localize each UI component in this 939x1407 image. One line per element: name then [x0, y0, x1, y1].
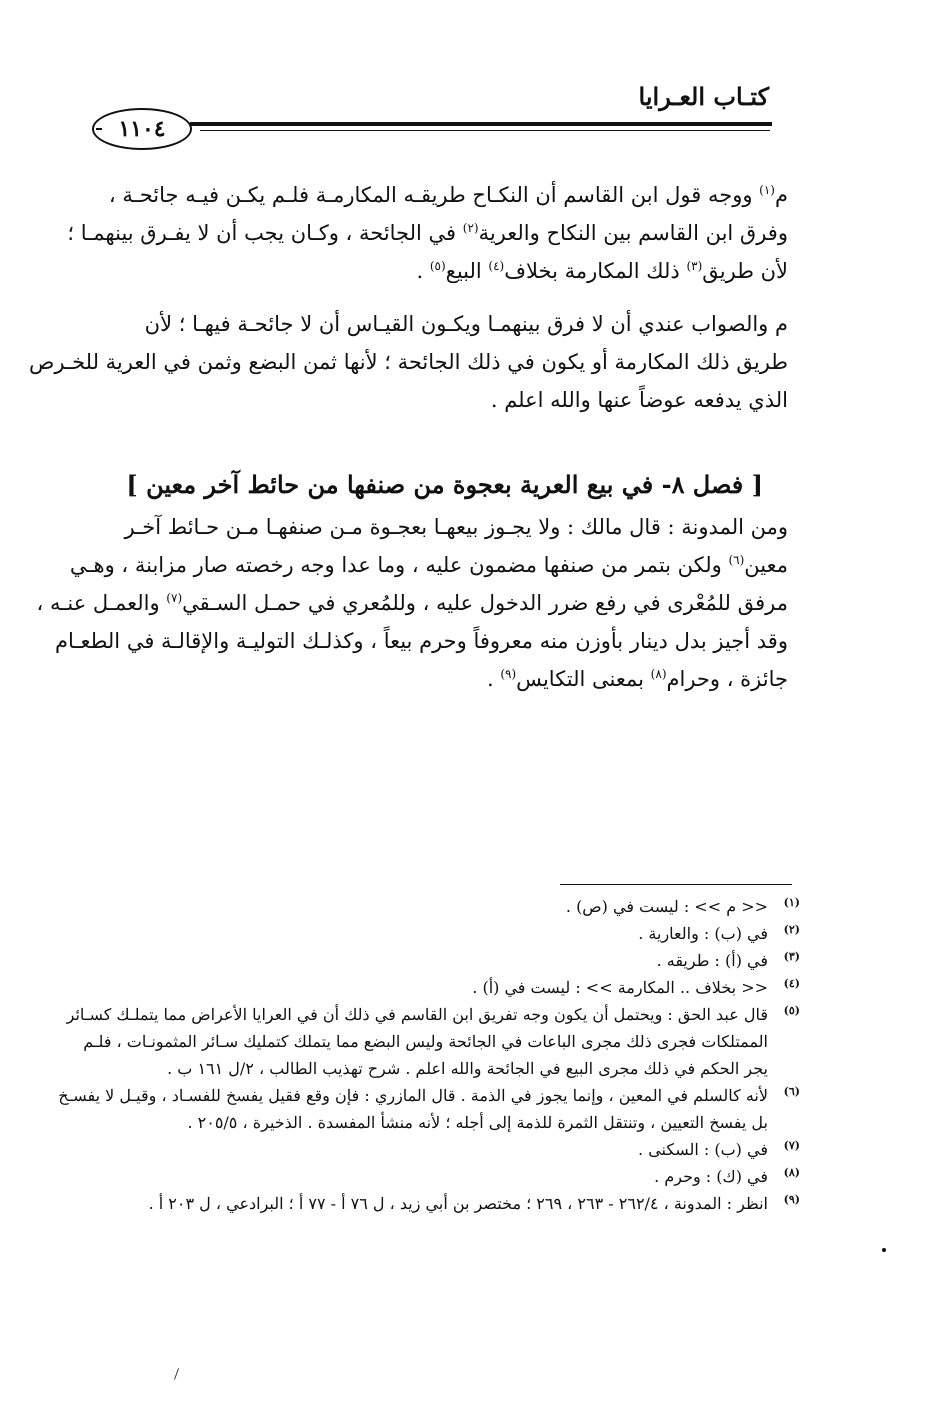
page-number-text: ١١٠٤ — [118, 116, 166, 142]
paragraph-line: جائزة ، وحرام$^{(٨)}$ بمعنى التكايس$^{(٩)}$ . — [486, 667, 788, 691]
paragraph-line: مرفق للمُعْرى في رفع ضرر الدخول عليه ، وللمُعري في حمـل السـقي$^{(٧)}$ والعمـل عنـه ، — [36, 591, 788, 615]
paragraph-2 — [28, 305, 788, 419]
footnote — [100, 974, 800, 1001]
paragraph-1 — [67, 176, 788, 290]
scan-speck — [882, 1248, 886, 1252]
paragraph-line: ومن المدونة : قال مالك : ولا يجـوز بيعهـا بعجـوة مـن صنفهـا مـن حـائط آخـر — [124, 515, 788, 539]
footnote-line: << بخلاف .. المكارمة >> : ليست في (أ) . — [472, 978, 768, 997]
paragraph-line: معين$^{(٦)}$ ولكن بتمر من صنفها مضمون عليه ، وما عدا وجه رخصته صار مزابنة ، وهـي — [69, 553, 788, 577]
heading-text: فصل ٨- في بيع العرية بعجوة من صنفها من حائط آخر معين — [146, 470, 744, 499]
footnote-line: بل يفسخ التعيين ، وتنتقل الثمرة للذمة إلى أجله ؛ لأنه منشأ المفسدة . الذخيرة ، ٢٠٥/٥ . — [187, 1113, 768, 1132]
header-rule — [190, 122, 772, 126]
footnote — [100, 947, 800, 974]
section-paragraph — [36, 508, 788, 698]
footnote-text — [100, 947, 768, 974]
footnote — [100, 893, 800, 920]
footnote-text — [58, 1082, 768, 1136]
footnote-text — [100, 974, 768, 1001]
footnote-number: (٤) — [783, 977, 800, 990]
paragraph-line: لأن طريق$^{(٣)}$ ذلك المكارمة بخلاف$^{(٤)}$ البيع$^{(٥)}$ . — [416, 259, 788, 283]
paragraph-line: الذي يدفعه عوضاً عنها والله اعلم . — [490, 388, 788, 412]
footnote-number: (٩) — [783, 1193, 800, 1206]
footnote-text — [100, 893, 768, 920]
footnote-line: في (ب) : والعارية . — [638, 924, 768, 943]
header-rule-thin — [200, 130, 770, 131]
footnote-line: في (ك) : وحرم . — [654, 1167, 768, 1186]
paragraph-line: م والصواب عندي أن لا فرق بينهمـا ويكـون القيـاس أن لا جائحـة فيهـا ؛ لأن — [144, 312, 788, 336]
footnote-number: (٣) — [783, 950, 800, 963]
footnote-text — [66, 1001, 768, 1082]
footnote-line: انظر : المدونة ، ٢٦٢/٤ - ٢٦٣ ، ٢٦٩ ؛ مختصر بن أبي زيد ، ل ٧٦ أ - ٧٧ أ ؛ البرادعي ، ل ٢٠٣ أ . — [148, 1194, 768, 1213]
footnote-line: في (أ) : طريقه . — [656, 951, 768, 970]
footnote — [100, 1136, 800, 1163]
footnote — [100, 920, 800, 947]
footnote — [58, 1082, 800, 1136]
heading-open-bracket: [ — [751, 470, 763, 499]
footnote-number: (٨) — [783, 1166, 800, 1179]
footnote — [66, 1001, 800, 1082]
footnote-line: الممتلكات فجرى ذلك مجرى الباعات في الجائحة وليس البضع مما يتملك كتمليك سـائر المثمونـات ، فلـم — [83, 1032, 768, 1051]
footnote-number: (٦) — [783, 1085, 800, 1098]
footnote-line: يجر الحكم في ذلك مجرى البيع في الجائحة والله اعلم . شرح تهذيب الطالب ، ٢/ل ١٦١ ب . — [167, 1059, 768, 1078]
footnote-number: (٥) — [783, 1004, 800, 1017]
scan-mark — [174, 1368, 179, 1380]
footnote — [100, 1190, 800, 1217]
footnote-number: (٢) — [783, 923, 800, 936]
footnote-line: قال عبد الحق : ويحتمل أن يكون وجه تفريق ابن القاسم في ذلك أن في العرايا الأعراض مما يتملـك كسـائر — [66, 1005, 768, 1024]
page-number — [92, 108, 192, 150]
paragraph-line: م$^{(١)}$ ووجه قول ابن القاسم أن النكـاح طريقـه المكارمـة فلـم يكـن فيـه جائحـة ، — [108, 183, 788, 207]
footnote-number: (١) — [783, 896, 800, 909]
footnote-line: << م >> : ليست في (ص) . — [565, 897, 768, 916]
footnote-text — [100, 1190, 768, 1217]
footnote-line: لأنه كالسلم في المعين ، وإنما يجوز في الذمة . قال المازري : فإن وقع فقيل يفسخ للفسـاد ، وقيـل لا يفسـخ — [58, 1086, 768, 1105]
footnote — [100, 1163, 800, 1190]
footnotes — [58, 893, 800, 1217]
footnote-text — [100, 1136, 768, 1163]
footnote-line: في (ب) : السكنى . — [638, 1140, 768, 1159]
footnote-number: (٧) — [783, 1139, 800, 1152]
book-title: كتـاب العـرايا — [638, 82, 769, 111]
section-heading — [126, 470, 763, 499]
footnote-rule — [560, 884, 792, 885]
paragraph-line: طريق ذلك المكارمة أو يكون في ذلك الجائحة ؛ لأنها ثمن البضع وثمن في العرية للخـرص — [28, 350, 788, 374]
heading-close-bracket: ] — [126, 470, 138, 499]
footnote-text — [100, 920, 768, 947]
footnote-text — [100, 1163, 768, 1190]
paragraph-line: وفرق ابن القاسم بين النكاح والعرية$^{(٢)}$ في الجائحة ، وكـان يجب أن لا يفـرق بينهمـا ؛ — [67, 221, 788, 245]
paragraph-line: وقد أجيز بدل دينار بأوزن منه معروفاً وحرم بيعاً ، وكذلـك التوليـة والإقالـة في الطعـام — [55, 629, 788, 653]
